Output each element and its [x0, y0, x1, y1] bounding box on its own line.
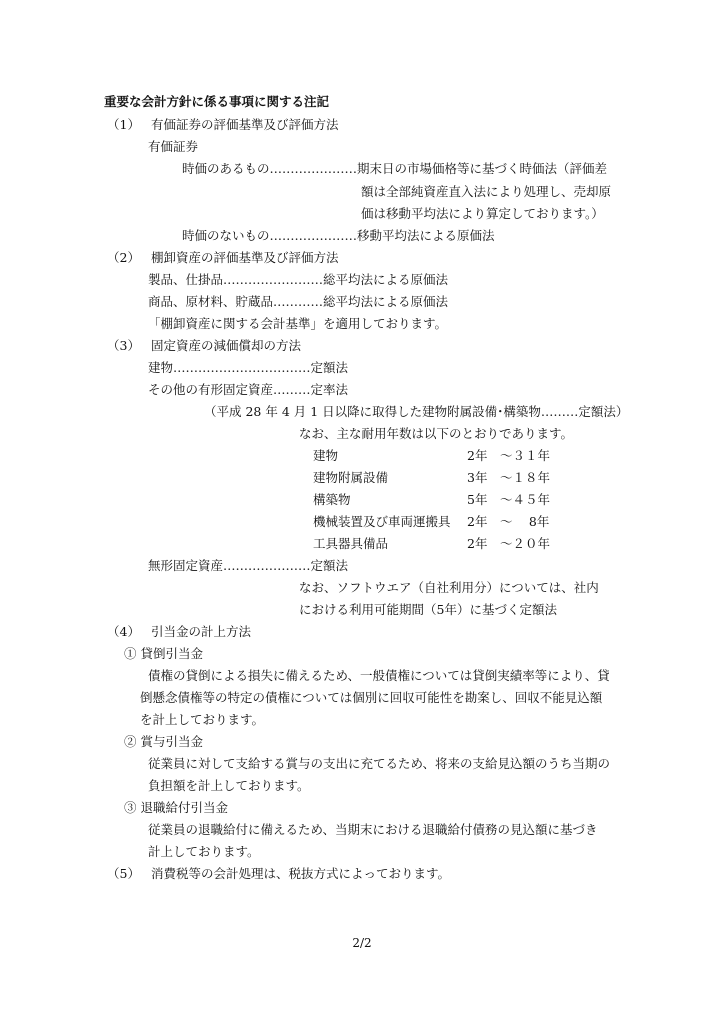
inventory-line-1: 製品、仕掛品……………………総平均法による原価法 — [148, 272, 449, 287]
bad-debt-line-3: を計上しております。 — [140, 712, 265, 727]
useful-life-row — [313, 448, 550, 464]
asset-years: 2年 ～ 8年 — [467, 514, 550, 529]
software-note-line-2: における利用可能期間（5年）に基づく定額法 — [299, 602, 557, 617]
asset-name: 機械装置及び車両運搬具 — [313, 514, 451, 529]
marketable-securities-line-2: 額は全部純資産直入法により処理し、売却原 — [361, 184, 612, 199]
asset-years: 2年 ～３１年 — [467, 448, 550, 463]
useful-life-row — [313, 536, 550, 552]
section-4-number: （4） — [107, 624, 140, 639]
section-5-text: 消費税等の会計処理は、税抜方式によっております。 — [151, 866, 451, 881]
bonus-heading: ② 賞与引当金 — [124, 734, 203, 749]
useful-life-intro: なお、主な耐用年数は以下のとおりであります。 — [299, 426, 574, 441]
asset-years: 2年 ～２０年 — [467, 536, 550, 551]
bonus-line-1: 従業員に対して支給する賞与の支出に充てるため、将来の支給見込額のうち当期の — [148, 756, 611, 771]
asset-years: 5年 ～４５年 — [467, 492, 550, 507]
depreciation-buildings: 建物……………………………定額法 — [148, 360, 349, 375]
marketable-securities-line-3: 価は移動平均法により算定しております。） — [361, 206, 604, 221]
retirement-heading: ③ 退職給付引当金 — [124, 800, 228, 815]
retirement-line-1: 従業員の退職給付に備えるため、当期末における退職給付債務の見込額に基づき — [148, 822, 598, 837]
non-marketable-securities: 時価のないもの…………………移動平均法による原価法 — [182, 228, 495, 243]
section-1-number: （1） — [107, 117, 140, 132]
section-4-heading — [107, 624, 251, 640]
asset-name: 工具器具備品 — [313, 536, 389, 551]
section-4-title: 引当金の計上方法 — [151, 624, 252, 639]
section-3-number: （3） — [107, 338, 140, 353]
useful-life-row — [313, 514, 550, 530]
asset-name: 構築物 — [313, 492, 351, 507]
asset-name: 建物附属設備 — [313, 470, 389, 485]
asset-name: 建物 — [313, 448, 339, 463]
inventory-line-2: 商品、原材料、貯蔵品…………総平均法による原価法 — [148, 294, 449, 309]
section-2-title: 棚卸資産の評価基準及び評価方法 — [151, 250, 339, 265]
section-2-number: （2） — [107, 250, 140, 265]
depreciation-tangible: その他の有形固定資産………定率法 — [148, 382, 349, 397]
page-number: 2/2 — [352, 936, 372, 950]
software-note-line-1: なお、ソフトウエア（自社利用分）については、社内 — [299, 580, 599, 595]
depreciation-note: （平成 28 年 4 月 1 日以降に取得した建物附属設備･構築物………定額法） — [204, 404, 629, 419]
section-5-number: （5） — [107, 866, 140, 881]
page-title: 重要な会計方針に係る事項に関する注記 — [104, 94, 330, 109]
bonus-line-2: 負担額を計上しております。 — [148, 778, 310, 793]
section-3-title: 固定資産の減価償却の方法 — [151, 338, 302, 353]
retirement-line-2: 計上しております。 — [148, 844, 260, 859]
bad-debt-line-2: 倒懸念債権等の特定の債権については個別に回収可能性を勘案し、回収不能見込額 — [140, 690, 603, 705]
section-1-title: 有価証券の評価基準及び評価方法 — [151, 117, 339, 132]
section-5-heading — [107, 866, 450, 882]
section-3-heading — [107, 338, 301, 354]
useful-life-row — [313, 470, 550, 486]
bad-debt-heading: ① 貸倒引当金 — [124, 646, 203, 661]
depreciation-intangible: 無形固定資産…………………定額法 — [148, 558, 349, 573]
section-1-heading — [107, 117, 339, 133]
section-2-heading — [107, 250, 339, 266]
inventory-line-3: 「棚卸資産に関する会計基準」を適用しております。 — [148, 316, 448, 331]
securities-label: 有価証券 — [148, 139, 199, 154]
useful-life-row — [313, 492, 550, 508]
asset-years: 3年 ～１８年 — [467, 470, 550, 485]
marketable-securities-line-1: 時価のあるもの…………………期末日の市場価格等に基づく時価法（評価差 — [182, 161, 608, 176]
bad-debt-line-1: 債権の貸倒による損失に備えるため、一般債権については貸倒実績率等により、貸 — [148, 668, 610, 683]
